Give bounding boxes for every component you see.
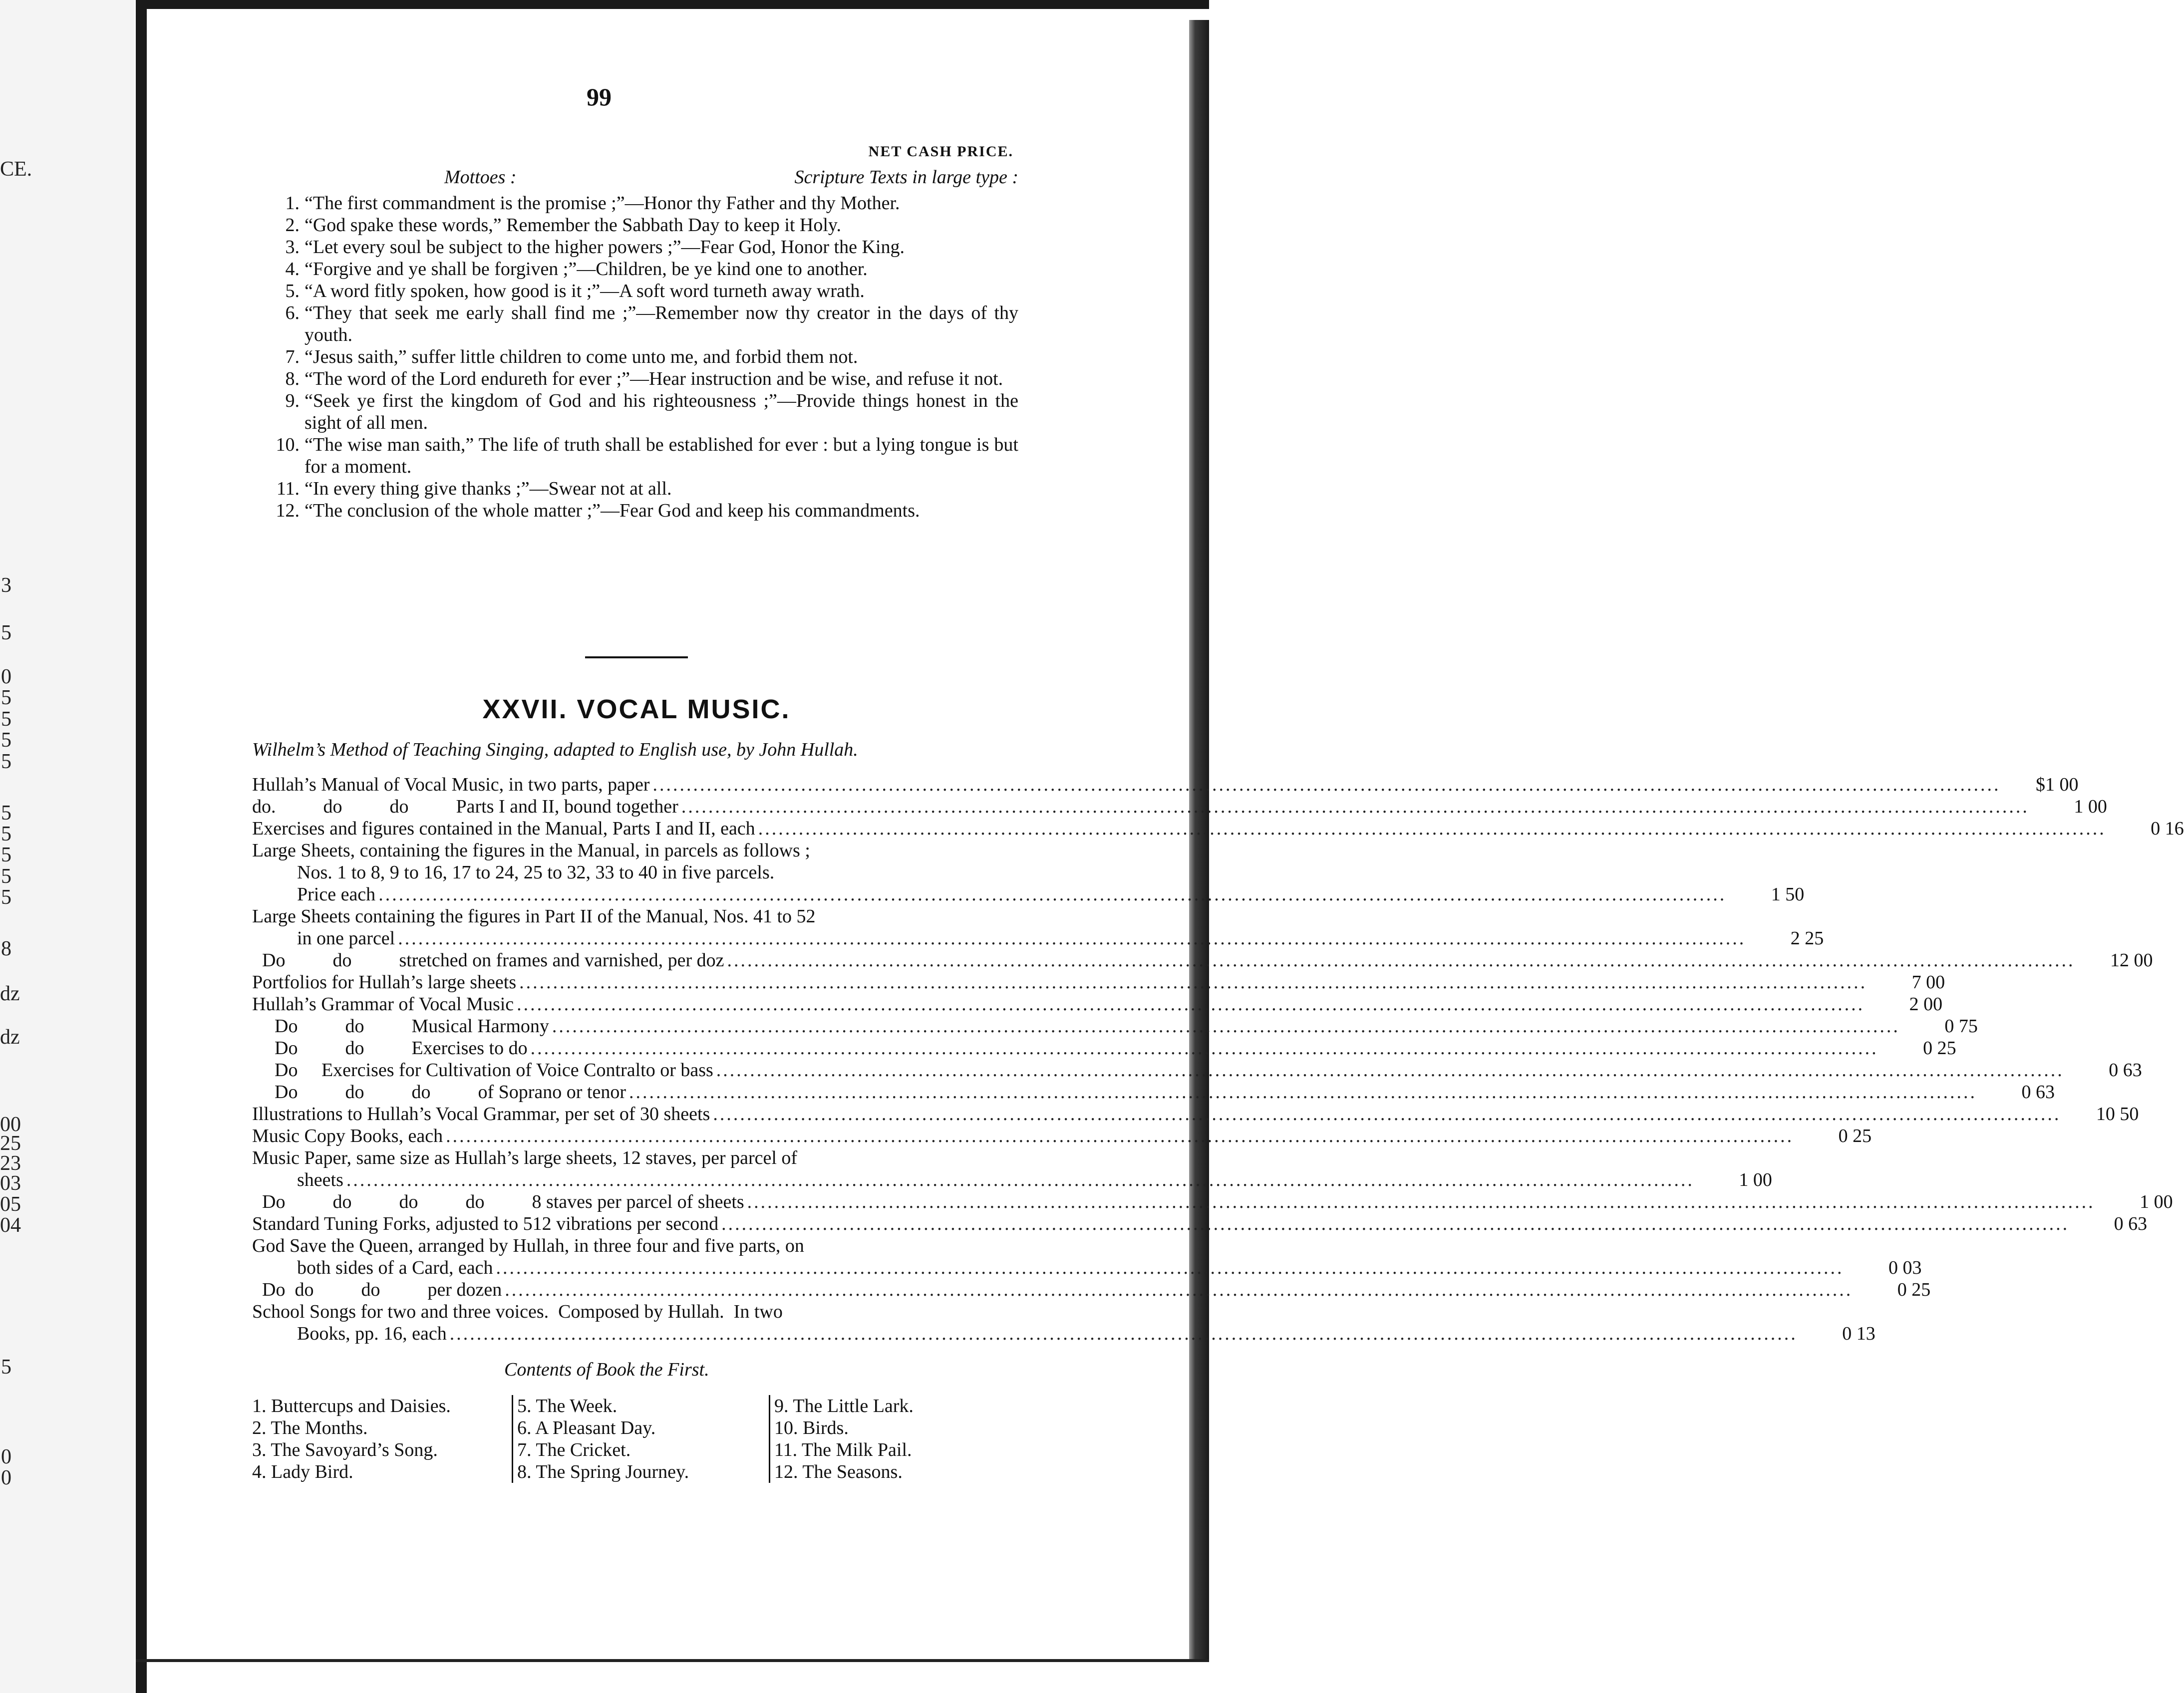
price-value: 0 63 [2109, 1060, 2142, 1081]
price-description: Standard Tuning Forks, adjusted to 512 vibrations per second [252, 1213, 719, 1234]
price-description: Do do Musical Harmony [275, 1016, 549, 1037]
price-row [252, 1279, 1931, 1301]
price-description: Price each [297, 884, 376, 905]
price-value: 12 00 [2110, 950, 2153, 971]
motto-number: 5. [285, 281, 300, 301]
adjacent-page-fragment: 05 [0, 1193, 21, 1216]
price-description: Do do do per dozen [262, 1279, 502, 1300]
price-value: 1 50 [1771, 884, 1805, 905]
motto-item [255, 368, 1018, 390]
motto-text: “The first commandment is the promise ;”—Honor thy Father and thy Mother. [305, 193, 900, 214]
price-value: 2 00 [1909, 994, 1943, 1015]
leader-dots: ........................................................................................................................................................................................................ [446, 1126, 1794, 1146]
price-description: Do do do do 8 staves per parcel of sheets [262, 1191, 744, 1212]
motto-item [255, 192, 1018, 214]
motto-text: “The conclusion of the whole matter ;”—Fear God and keep his commandments. [305, 500, 920, 521]
price-description: Hullah’s Grammar of Vocal Music [252, 994, 514, 1015]
song-title: 6. A Pleasant Day. [517, 1417, 656, 1438]
adjacent-page-fragment: 5 [1, 750, 11, 773]
leader-dots: ........................................................................................................................................................................................................ [758, 818, 2106, 839]
motto-text: “Let every soul be subject to the higher powers ;”—Fear God, Honor the King. [305, 237, 905, 258]
price-value: 0 25 [1923, 1038, 1956, 1059]
song-title: 9. The Little Lark. [774, 1396, 914, 1416]
motto-item [255, 214, 1018, 236]
adjacent-page-fragment: 5 [1, 1356, 11, 1379]
adjacent-page-fragment: 0 [1, 665, 11, 688]
motto-item [255, 500, 1018, 522]
mottoes-heading: Mottoes : [444, 167, 517, 188]
price-value: 0 03 [1888, 1257, 1922, 1278]
adjacent-page-fragment: 0 [1, 1466, 11, 1489]
price-value: 0 75 [1944, 1016, 1978, 1037]
motto-text: “God spake these words,” Remember the Sabbath Day to keep it Holy. [305, 215, 841, 236]
motto-number: 12. [276, 500, 300, 521]
price-value: 0 25 [1838, 1126, 1872, 1146]
motto-item [255, 302, 1018, 346]
price-value: 0 13 [1842, 1323, 1875, 1344]
price-description: God Save the Queen, arranged by Hullah, in three four and five parts, on [252, 1235, 804, 1256]
motto-text: “Forgive and ye shall be forgiven ;”—Children, be ye kind one to another. [305, 259, 868, 280]
motto-number: 9. [285, 390, 300, 411]
adjacent-page-fragment: 5 [1, 708, 11, 731]
leader-dots: ........................................................................................................................................................................................................ [747, 1191, 2095, 1212]
adjacent-page-fragment: 5 [1, 621, 11, 644]
contents-column [252, 1395, 512, 1483]
price-row [252, 1301, 1023, 1323]
price-row [252, 818, 2184, 840]
motto-text: “They that seek me early shall find me ;”—Remember now thy creator in the days of thy youth. [305, 302, 1018, 345]
song-title: 8. The Spring Journey. [517, 1461, 689, 1482]
price-value: 2 25 [1790, 928, 1824, 949]
leader-dots: ........................................................................................................................................................................................................ [346, 1169, 1694, 1190]
price-value: 1 00 [2074, 796, 2107, 817]
price-description: Music Paper, same size as Hullah’s large sheets, 12 staves, per parcel of [252, 1147, 798, 1168]
price-row [252, 796, 2107, 818]
adjacent-page-fragment: 03 [0, 1172, 21, 1195]
motto-text: “Seek ye first the kingdom of God and his righteousness ;”—Provide things honest in the sight of all men. [305, 390, 1018, 433]
price-description: Illustrations to Hullah’s Vocal Grammar, per set of 30 sheets [252, 1104, 710, 1125]
leader-dots: ........................................................................................................................................................................................................ [681, 796, 2029, 817]
price-row [252, 971, 1945, 993]
price-description: Nos. 1 to 8, 9 to 16, 17 to 24, 25 to 32, 33 to 40 in five parcels. [297, 862, 775, 883]
motto-number: 3. [285, 237, 300, 258]
price-row [252, 1235, 1023, 1257]
price-row [252, 883, 1805, 905]
price-value: 0 16 [2151, 818, 2184, 839]
adjacent-page-fragment: 5 [1, 729, 11, 752]
song-title: 12. The Seasons. [774, 1461, 903, 1482]
adjacent-page-fragment: CE. [0, 158, 32, 181]
price-description: Books, pp. 16, each [297, 1323, 447, 1344]
adjacent-page-fragment: 5 [1, 823, 11, 846]
price-row [252, 1213, 2148, 1235]
mottoes-list [255, 192, 1018, 522]
adjacent-page-fragment: 0 [1, 1445, 11, 1468]
motto-text: “A word fitly spoken, how good is it ;”—A soft word turneth away wrath. [305, 281, 865, 301]
price-value: 1 00 [2140, 1191, 2173, 1212]
leader-dots: ........................................................................................................................................................................................................ [713, 1104, 2061, 1125]
song-title: 4. Lady Bird. [252, 1461, 353, 1482]
price-row [252, 1037, 1956, 1059]
contents-column [769, 1395, 1004, 1483]
adjacent-page-fragment: 5 [1, 844, 11, 866]
price-row [252, 949, 2153, 971]
leader-dots: ........................................................................................................................................................................................................ [628, 1082, 1977, 1103]
adjacent-page-fragment: 25 [0, 1132, 21, 1155]
contents-heading: Contents of Book the First. [504, 1359, 709, 1380]
motto-item [255, 434, 1018, 478]
price-description: Do do stretched on frames and varnished, per doz [262, 950, 724, 971]
adjacent-page-fragment: 3 [1, 574, 11, 597]
adjacent-page-fragment: 5 [1, 886, 11, 909]
price-description: Portfolios for Hullah’s large sheets [252, 972, 517, 993]
price-description: Do do do of Soprano or tenor [275, 1082, 626, 1103]
net-cash-price-label: NET CASH PRICE. [868, 143, 1013, 160]
right-margin [1209, 0, 1232, 1693]
adjacent-page-fragment: 04 [0, 1214, 21, 1237]
song-title: 3. The Savoyard’s Song. [252, 1439, 438, 1460]
leader-dots: ........................................................................................................................................................................................................ [505, 1279, 1853, 1300]
right-page-edge [1189, 20, 1209, 1662]
price-row [252, 840, 1023, 861]
price-description: in one parcel [297, 928, 395, 949]
price-row [252, 1147, 1023, 1169]
section-subtitle: Wilhelm’s Method of Teaching Singing, adapted to English use, by John Hullah. [252, 739, 858, 760]
price-row [252, 1059, 2142, 1081]
leader-dots: ........................................................................................................................................................................................................ [449, 1323, 1798, 1344]
price-value: 0 63 [2021, 1082, 2055, 1103]
adjacent-page-fragment: dz [0, 982, 20, 1005]
song-title: 1. Buttercups and Daisies. [252, 1396, 451, 1416]
adjacent-page-fragment: dz [0, 1026, 20, 1049]
motto-item [255, 236, 1018, 258]
price-value: 1 00 [1739, 1169, 1772, 1190]
motto-item [255, 390, 1018, 434]
price-value: 0 25 [1897, 1279, 1931, 1300]
price-row [252, 1323, 1875, 1345]
song-title: 5. The Week. [517, 1396, 618, 1416]
motto-item [255, 346, 1018, 368]
adjacent-page-fragment: 5 [1, 802, 11, 825]
price-value: $1 00 [2035, 774, 2079, 795]
price-description: Large Sheets containing the figures in Part II of the Manual, Nos. 41 to 52 [252, 906, 816, 927]
leader-dots: ........................................................................................................................................................................................................ [517, 994, 1865, 1015]
motto-text: “The word of the Lord endureth for ever ;”—Hear instruction and be wise, and refuse it not. [305, 368, 1003, 389]
leader-dots: ........................................................................................................................................................................................................ [652, 774, 2001, 795]
price-description: Do Exercises for Cultivation of Voice Contralto or bass [275, 1060, 713, 1081]
price-description: both sides of a Card, each [297, 1257, 493, 1278]
price-description: Hullah’s Manual of Vocal Music, in two parts, paper [252, 774, 650, 795]
contents-column [512, 1395, 777, 1483]
motto-number: 7. [285, 346, 300, 367]
leader-dots: ........................................................................................................................................................................................................ [519, 972, 1868, 993]
scripture-heading: Scripture Texts in large type : [794, 167, 1018, 188]
price-value: 7 00 [1911, 972, 1945, 993]
adjacent-page-fragment: 5 [1, 865, 11, 888]
leader-dots: ........................................................................................................................................................................................................ [398, 928, 1746, 949]
price-row [252, 1191, 2173, 1213]
leader-dots: ........................................................................................................................................................................................................ [530, 1038, 1878, 1059]
motto-text: “The wise man saith,” The life of truth shall be established for ever : but a lying tongue is but for a moment. [305, 434, 1018, 477]
adjacent-page-fragment: 8 [1, 937, 11, 960]
motto-text: “Jesus saith,” suffer little children to come unto me, and forbid them not. [305, 346, 858, 367]
leader-dots: ........................................................................................................................................................................................................ [378, 884, 1727, 905]
motto-number: 6. [285, 302, 300, 323]
adjacent-page-fragment: 23 [0, 1152, 21, 1175]
price-value: 10 50 [2096, 1104, 2139, 1125]
motto-number: 11. [276, 478, 300, 499]
leader-dots: ........................................................................................................................................................................................................ [716, 1060, 2064, 1081]
bottom-edge [136, 1659, 1209, 1662]
price-description: School Songs for two and three voices. Composed by Hullah. In two [252, 1301, 783, 1322]
leader-dots: ........................................................................................................................................................................................................ [496, 1257, 1844, 1278]
price-description: Music Copy Books, each [252, 1126, 443, 1146]
section-divider [585, 656, 688, 658]
top-edge [136, 0, 1232, 9]
price-description: Exercises and figures contained in the Manual, Parts I and II, each [252, 818, 755, 839]
adjacent-page-fragment: 00 [0, 1113, 21, 1136]
price-description: do. do do Parts I and II, bound together [252, 796, 678, 817]
price-value: 0 63 [2114, 1213, 2148, 1234]
price-row [252, 774, 2079, 796]
price-row [252, 927, 1824, 949]
price-list [252, 774, 2184, 1345]
price-row [252, 1081, 2055, 1103]
motto-number: 2. [285, 215, 300, 236]
motto-text: “In every thing give thanks ;”—Swear not at all. [305, 478, 672, 499]
price-row [252, 1125, 1872, 1147]
adjacent-page-margin [0, 0, 135, 1693]
price-description: sheets [297, 1169, 343, 1190]
price-row [252, 1257, 1922, 1279]
price-description: Do do Exercises to do [275, 1038, 528, 1059]
price-row [252, 993, 1943, 1015]
motto-number: 8. [285, 368, 300, 389]
binding-edge [136, 0, 147, 1693]
price-row [252, 1169, 1772, 1191]
song-title: 7. The Cricket. [517, 1439, 631, 1460]
section-title: XXVII. VOCAL MUSIC. [482, 694, 791, 724]
leader-dots: ........................................................................................................................................................................................................ [552, 1016, 1900, 1037]
song-title: 10. Birds. [774, 1417, 849, 1438]
price-row [252, 905, 1023, 927]
motto-item [255, 478, 1018, 500]
motto-item [255, 258, 1018, 280]
price-row [252, 1015, 1978, 1037]
price-description: Large Sheets, containing the figures in the Manual, in parcels as follows ; [252, 840, 810, 861]
song-title: 2. The Months. [252, 1417, 368, 1438]
page-number: 99 [587, 83, 612, 111]
motto-number: 10. [276, 434, 300, 455]
song-title: 11. The Milk Pail. [774, 1439, 912, 1460]
motto-item [255, 280, 1018, 302]
adjacent-page-fragment: 5 [1, 686, 11, 709]
price-row [252, 861, 1023, 883]
motto-number: 4. [285, 259, 300, 280]
leader-dots: ........................................................................................................................................................................................................ [721, 1213, 2070, 1234]
motto-number: 1. [285, 193, 300, 214]
leader-dots: ........................................................................................................................................................................................................ [727, 950, 2075, 971]
price-row [252, 1103, 2139, 1125]
